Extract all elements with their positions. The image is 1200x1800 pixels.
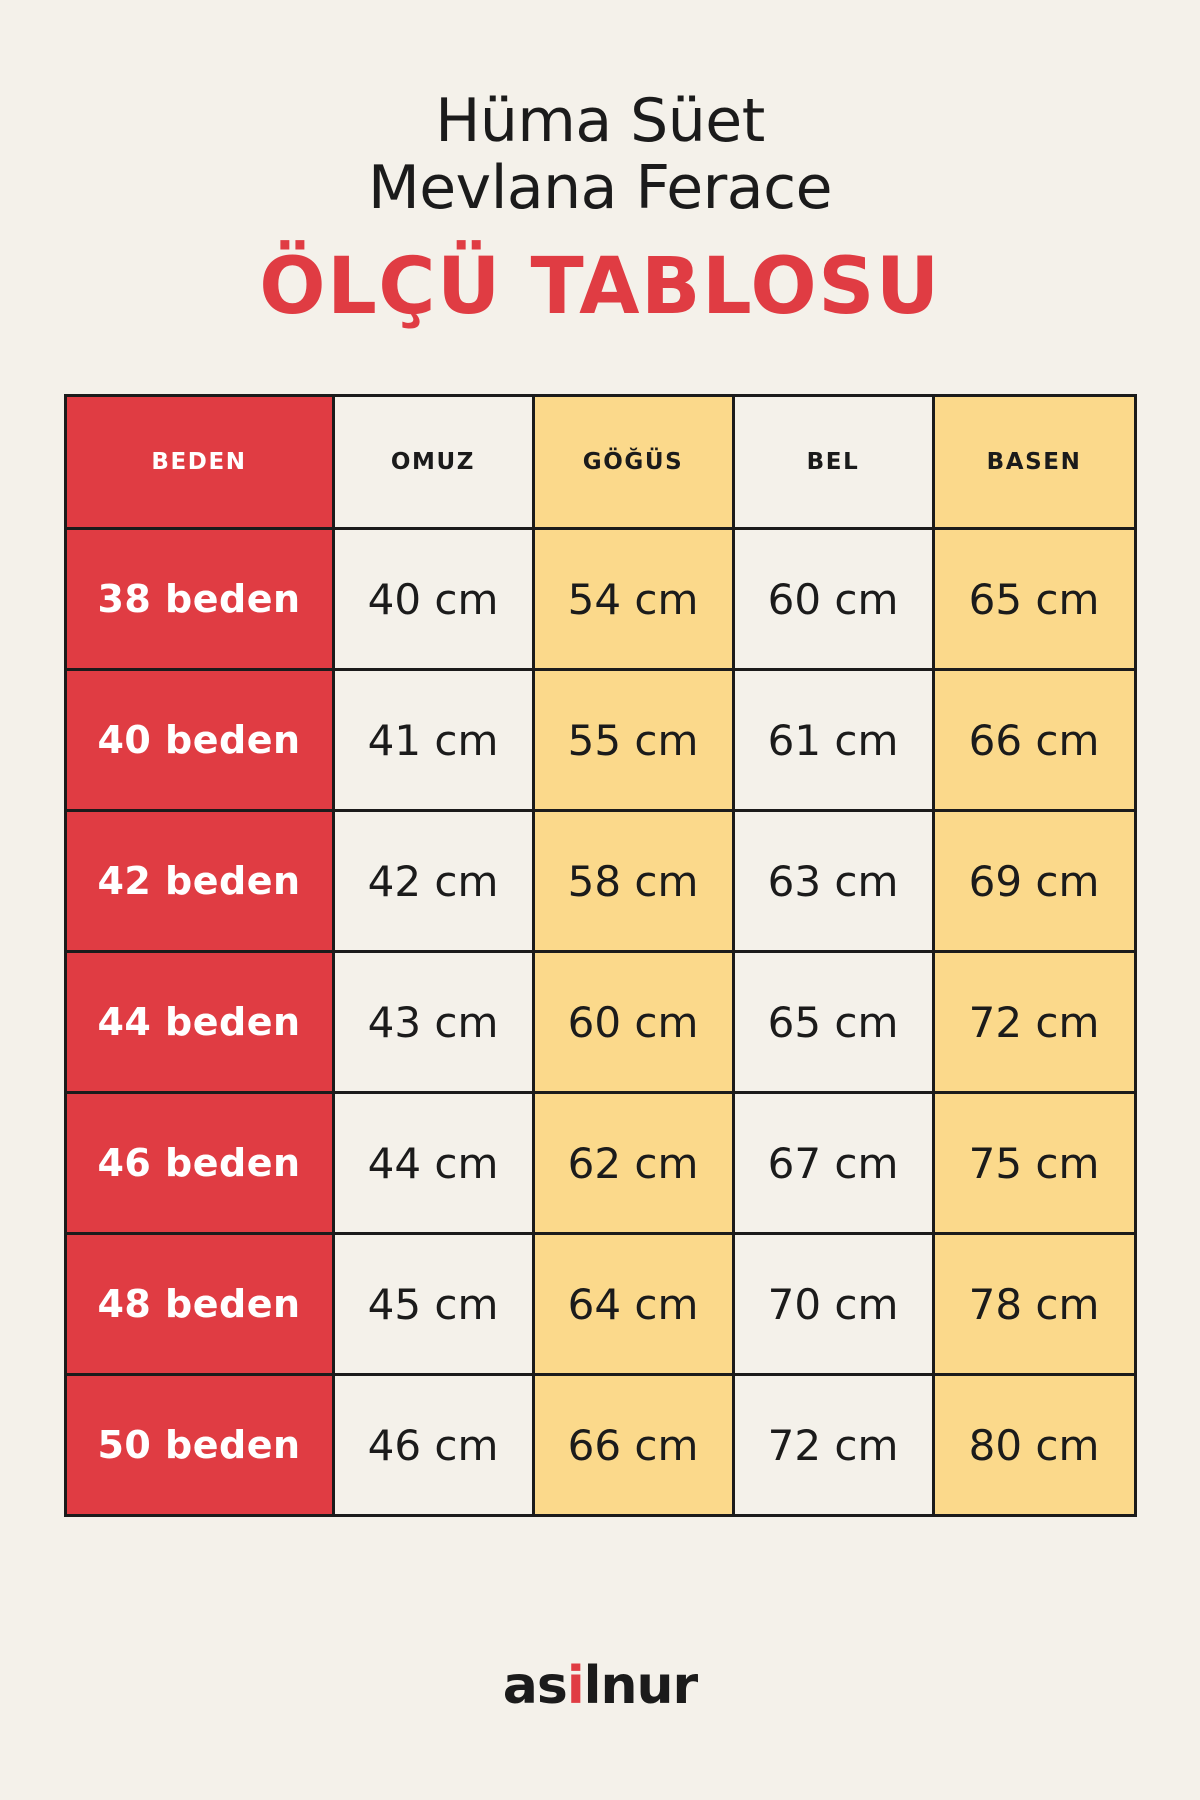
page-title-line-1: Hüma Süet: [435, 86, 765, 156]
size-table-container: [65, 394, 1135, 1517]
cell-omuz: 46 cm: [333, 1375, 533, 1516]
table-header: [65, 396, 1135, 529]
brand-text-part1: as: [502, 1656, 567, 1716]
cell-gogus: 62 cm: [533, 1093, 733, 1234]
cell-omuz: 44 cm: [333, 1093, 533, 1234]
cell-basen: 69 cm: [933, 811, 1135, 952]
cell-gogus: 66 cm: [533, 1375, 733, 1516]
page-title-line-2: Mevlana Ferace: [368, 153, 832, 224]
brand-logo: [503, 1656, 697, 1716]
cell-beden: 38 beden: [65, 529, 333, 670]
cell-bel: 67 cm: [733, 1093, 933, 1234]
table-body: [65, 529, 1135, 1516]
table-row: [65, 811, 1135, 952]
cell-bel: 60 cm: [733, 529, 933, 670]
cell-beden: 46 beden: [65, 1093, 333, 1234]
column-header-beden: BEDEN: [65, 396, 333, 529]
size-table: [64, 394, 1137, 1517]
cell-gogus: 60 cm: [533, 952, 733, 1093]
table-header-row: [65, 396, 1135, 529]
brand-text-dot: i: [566, 1656, 584, 1716]
brand-text-part2: lnur: [583, 1656, 698, 1716]
cell-beden: 48 beden: [65, 1234, 333, 1375]
cell-basen: 80 cm: [933, 1375, 1135, 1516]
table-row: [65, 670, 1135, 811]
header: [0, 86, 1200, 333]
cell-omuz: 43 cm: [333, 952, 533, 1093]
cell-beden: 50 beden: [65, 1375, 333, 1516]
table-row: [65, 952, 1135, 1093]
cell-basen: 65 cm: [933, 529, 1135, 670]
cell-beden: 42 beden: [65, 811, 333, 952]
cell-bel: 72 cm: [733, 1375, 933, 1516]
page-subtitle: ÖLÇÜ TABLOSU: [259, 242, 941, 333]
cell-basen: 75 cm: [933, 1093, 1135, 1234]
cell-bel: 63 cm: [733, 811, 933, 952]
cell-gogus: 55 cm: [533, 670, 733, 811]
column-header-bel: BEL: [733, 396, 933, 529]
table-row: [65, 1375, 1135, 1516]
table-row: [65, 1093, 1135, 1234]
cell-bel: 65 cm: [733, 952, 933, 1093]
table-row: [65, 1234, 1135, 1375]
cell-bel: 61 cm: [733, 670, 933, 811]
cell-omuz: 41 cm: [333, 670, 533, 811]
column-header-omuz: OMUZ: [333, 396, 533, 529]
cell-gogus: 54 cm: [533, 529, 733, 670]
footer: [0, 1656, 1200, 1716]
cell-beden: 40 beden: [65, 670, 333, 811]
cell-bel: 70 cm: [733, 1234, 933, 1375]
cell-basen: 72 cm: [933, 952, 1135, 1093]
cell-omuz: 45 cm: [333, 1234, 533, 1375]
cell-gogus: 58 cm: [533, 811, 733, 952]
cell-basen: 66 cm: [933, 670, 1135, 811]
cell-beden: 44 beden: [65, 952, 333, 1093]
cell-gogus: 64 cm: [533, 1234, 733, 1375]
cell-omuz: 42 cm: [333, 811, 533, 952]
table-row: [65, 529, 1135, 670]
cell-omuz: 40 cm: [333, 529, 533, 670]
cell-basen: 78 cm: [933, 1234, 1135, 1375]
column-header-basen: BASEN: [933, 396, 1135, 529]
column-header-gogus: GÖĞÜS: [533, 396, 733, 529]
